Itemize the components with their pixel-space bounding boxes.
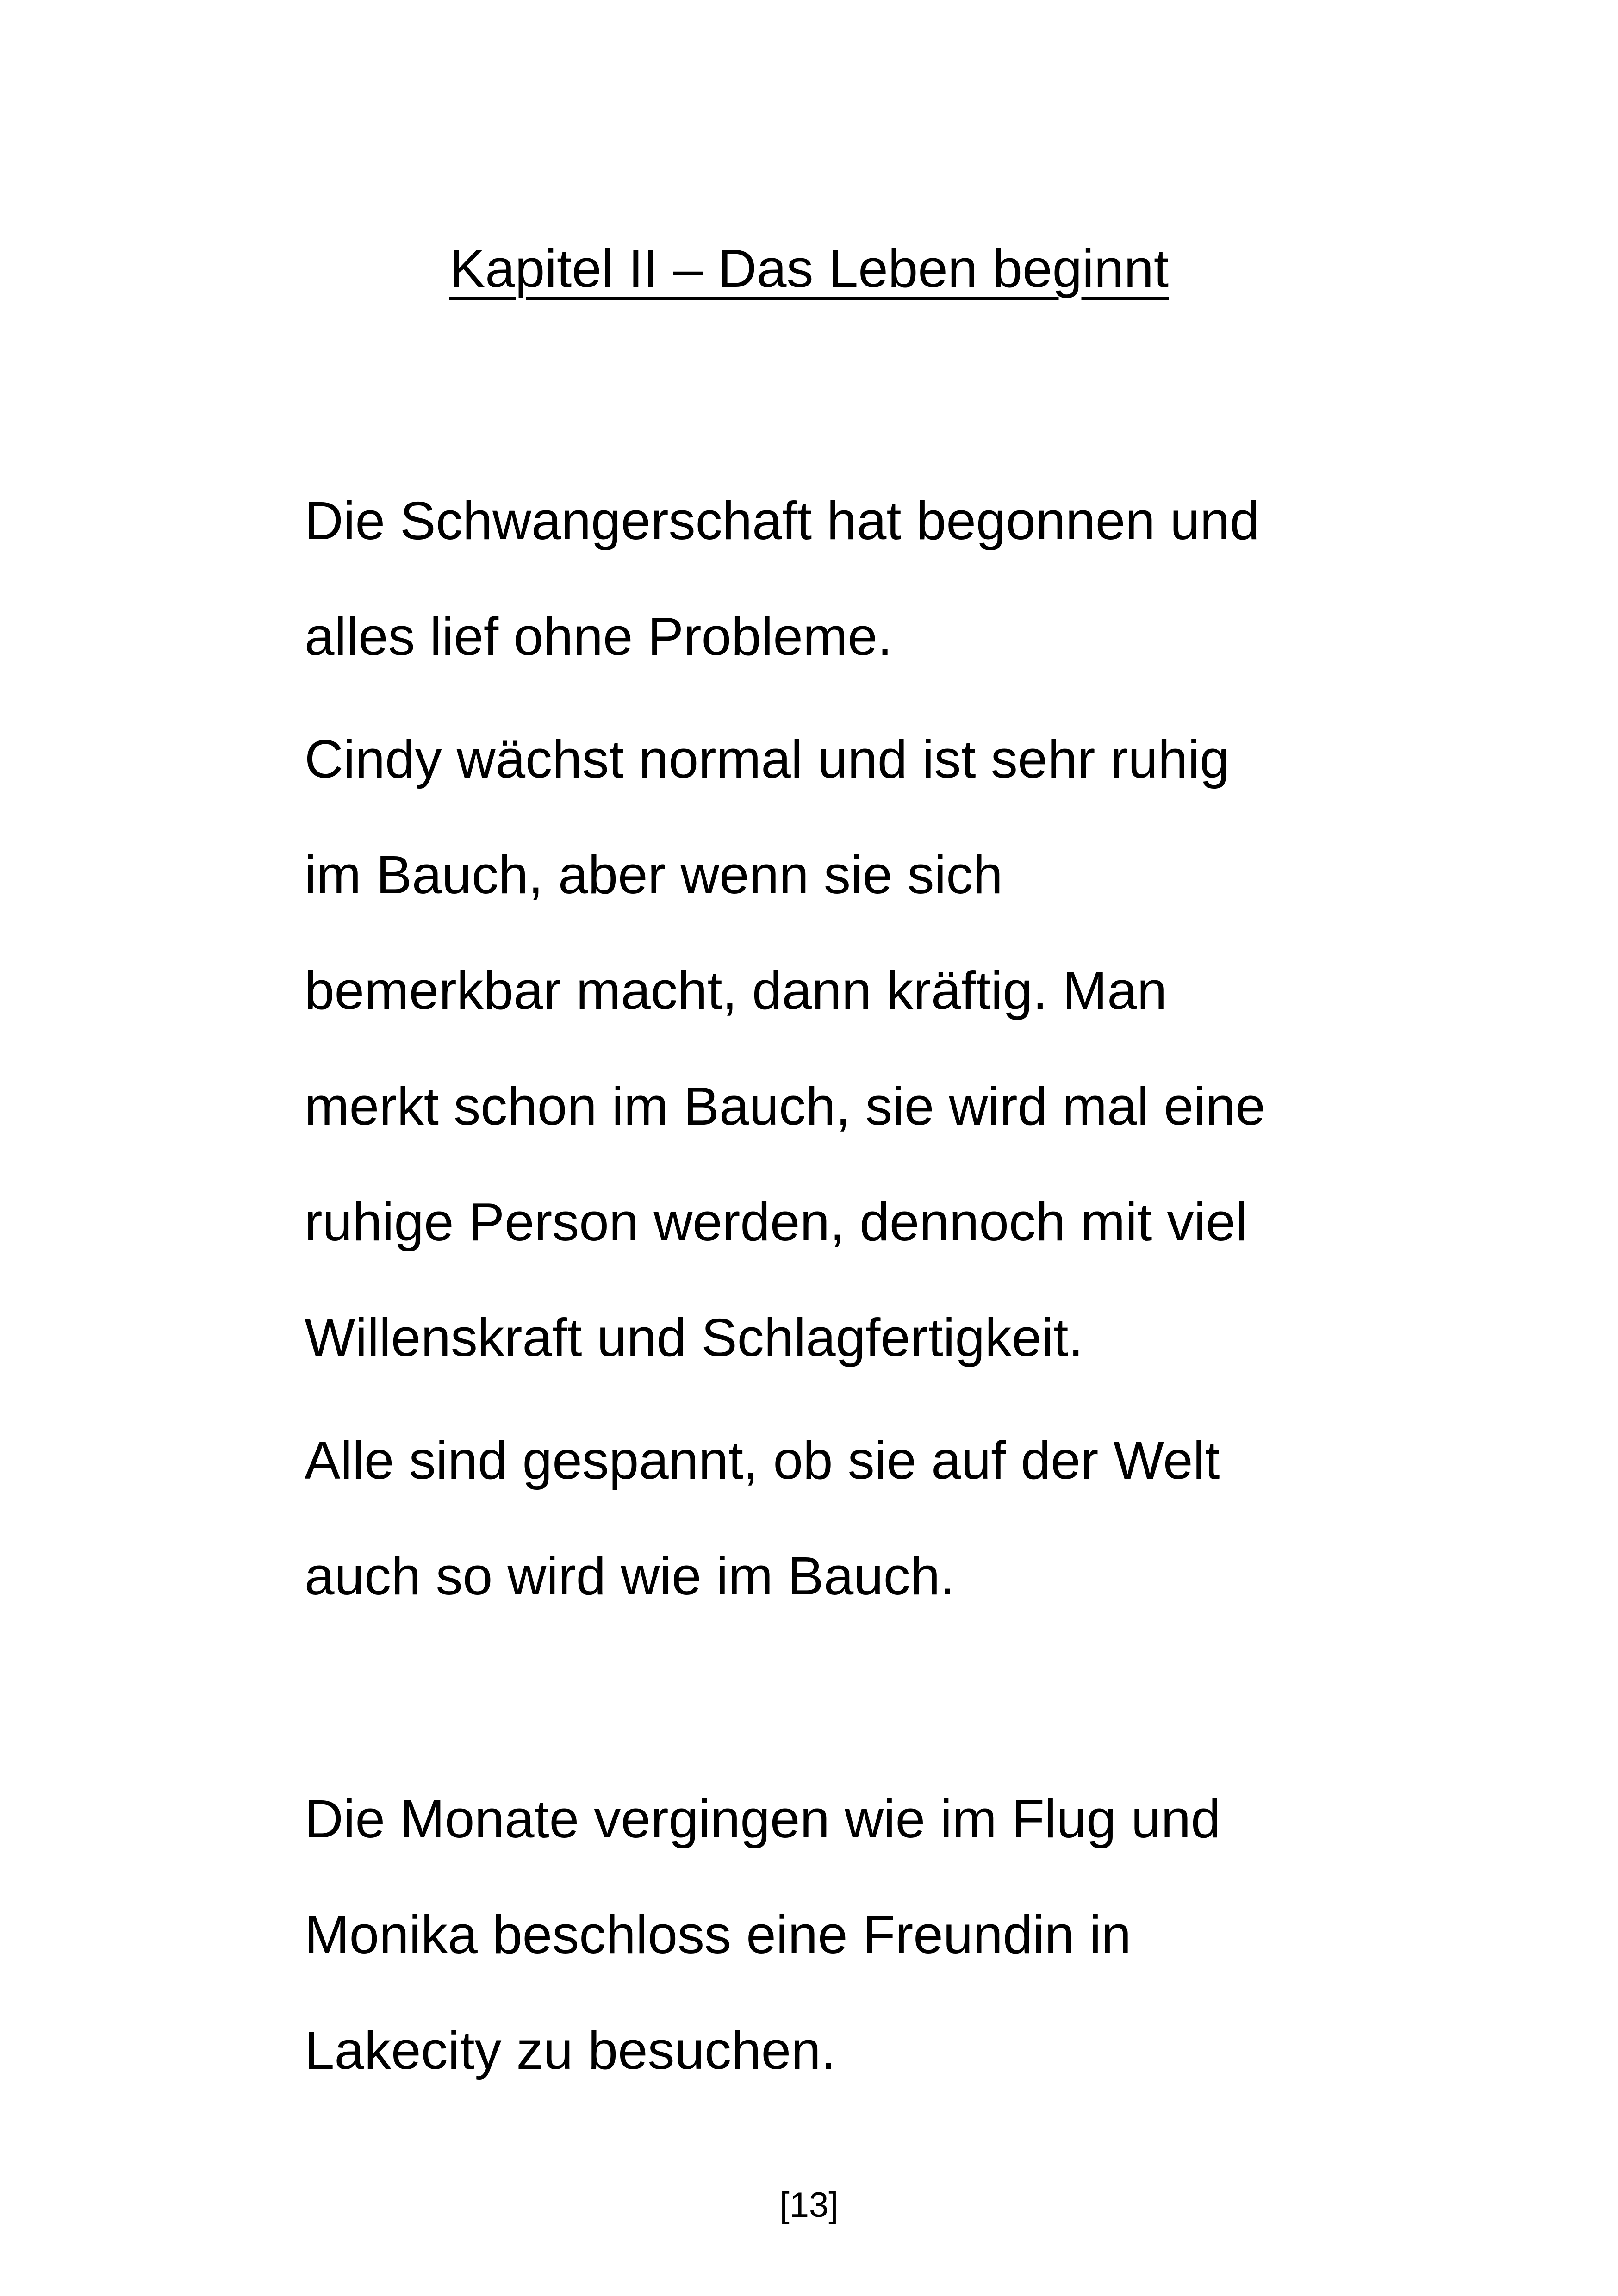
text-line: im Bauch, aber wenn sie sich [305,845,1003,905]
text-line: bemerkbar macht, dann kräftig. Man [305,960,1167,1020]
paragraph-3 [305,1402,1415,1634]
text-line: Die Monate vergingen wie im Flug und [305,1789,1221,1849]
page-number: [13] [779,2185,839,2225]
paragraph-4 [305,1761,1415,2108]
text-line: auch so wird wie im Bauch. [305,1546,955,1606]
text-line: Willenskraft und Schlagfertigkeit. [305,1307,1083,1368]
paragraph-1 [305,463,1415,694]
paragraph-2 [305,701,1415,1395]
text-line: alles lief ohne Probleme. [305,606,893,666]
text-line: ruhige Person werden, dennoch mit viel [305,1192,1248,1252]
text-line: merkt schon im Bauch, sie wird mal eine [305,1076,1265,1136]
text-line: Die Schwangerschaft hat begonnen und [305,491,1260,551]
text-line: Alle sind gespannt, ob sie auf der Welt [305,1430,1220,1490]
text-line: Lakecity zu besuchen. [305,2020,836,2080]
text-line: Cindy wächst normal und ist sehr ruhig [305,729,1230,789]
chapter-title [0,229,1618,308]
chapter-title-text: Kapitel II – Das Leben beginnt [449,238,1169,299]
text-line: Monika beschloss eine Freundin in [305,1904,1132,1965]
